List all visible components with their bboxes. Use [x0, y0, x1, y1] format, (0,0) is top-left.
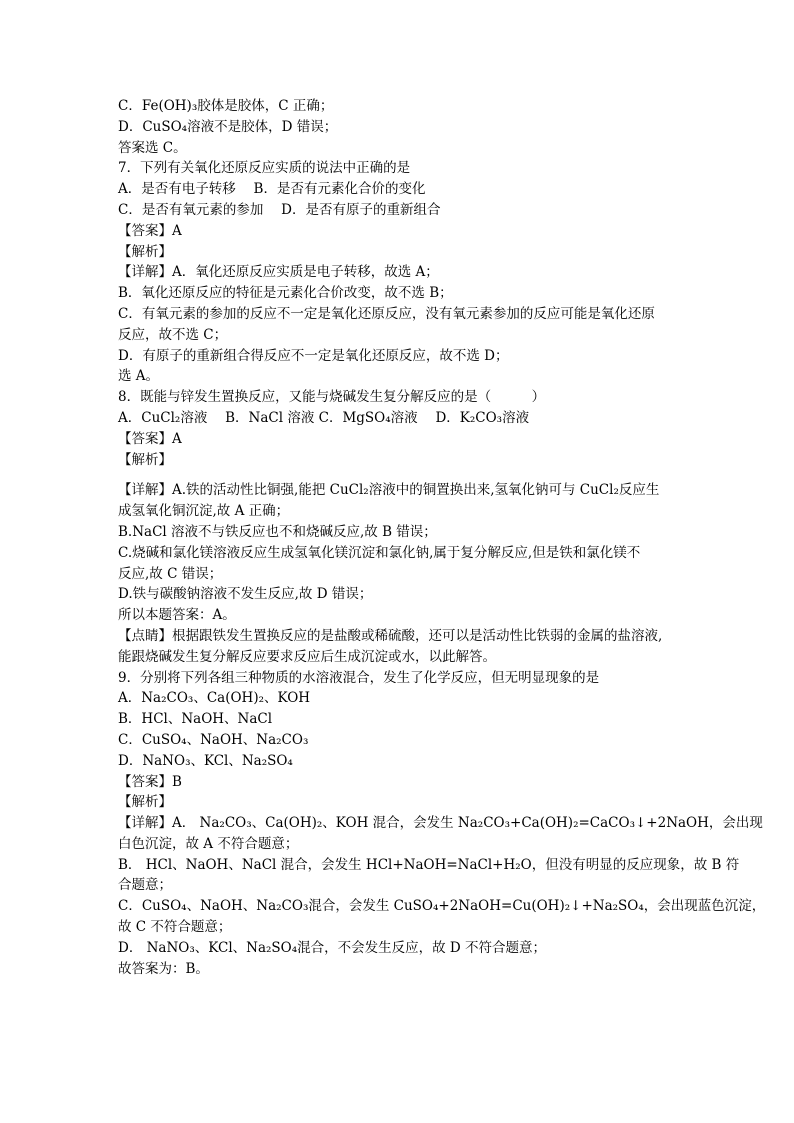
question-9-option-a: A．Na₂CO₃、Ca(OH)₂、KOH: [118, 690, 311, 707]
question-8-answer: 【答案】A: [118, 430, 182, 447]
text-line: D.铁与碳酸钠溶液不发生反应,故 D 错误；: [118, 586, 373, 603]
text-line: B．氧化还原反应的特征是元素化合价改变，故不选 B；: [118, 285, 453, 302]
text-line: 故 C 不符合题意；: [118, 919, 232, 936]
question-9-answer: 【答案】B: [118, 773, 182, 790]
text-line: 反应,故 C 错误；: [118, 565, 223, 582]
question-8-analysis-heading: 【解析】: [118, 451, 172, 468]
text-line: 【详解】A．氧化还原反应实质是电子转移，故选 A；: [118, 264, 439, 281]
text-line: 【点睛】根据跟铁发生置换反应的是盐酸或稀硫酸，还可以是活动性比铁弱的金属的盐溶液,: [118, 627, 663, 644]
question-9-analysis-heading: 【解析】: [118, 794, 172, 811]
text-line: D．CuSO₄溶液不是胶体，D 错误；: [118, 118, 338, 135]
text-line: B.NaCl 溶液不与铁反应也不和烧碱反应,故 B 错误；: [118, 523, 437, 540]
text-line: 选 A。: [118, 368, 160, 385]
question-9-option-b: B．HCl、NaOH、NaCl: [118, 711, 273, 728]
question-7-stem: 7．下列有关氧化还原反应实质的说法中正确的是: [118, 160, 411, 177]
question-7-answer: 【答案】A: [118, 222, 182, 239]
text-line: C．CuSO₄、NaOH、Na₂CO₃混合，会发生 CuSO₄+2NaOH=Cu(OH)₂↓+Na₂SO₄，会出现蓝色沉淀，: [118, 898, 766, 915]
text-line: C．Fe(OH)₃胶体是胶体，C 正确；: [118, 98, 334, 114]
question-8-options: A．CuCl₂溶液 B．NaCl 溶液 C．MgSO₄溶液 D．K₂CO₃溶液: [118, 409, 530, 426]
question-9-option-c: C．CuSO₄、NaOH、Na₂CO₃: [118, 731, 309, 748]
text-line: 能跟烧碱发生复分解反应要求反应后生成沉淀或水，以此解答。: [118, 648, 496, 665]
question-7-analysis-heading: 【解析】: [118, 243, 172, 260]
text-line: 反应，故不选 C；: [118, 326, 228, 343]
text-line: 成氢氧化铜沉淀,故 A 正确；: [118, 503, 290, 520]
question-9-option-d: D．NaNO₃、KCl、Na₂SO₄: [118, 752, 293, 769]
text-line: 合题意；: [118, 877, 172, 894]
text-line: 【详解】A.铁的活动性比铜强,能把 CuCl₂溶液中的铜置换出来,氢氧化钠可与 CuCl₂反应生: [118, 482, 660, 499]
question-7-options-ab: A．是否有电子转移 B．是否有元素化合价的变化: [118, 181, 426, 198]
text-line: 白色沉淀，故 A 不符合题意；: [118, 835, 299, 852]
text-line: B． HCl、NaOH、NaCl 混合，会发生 HCl+NaOH=NaCl+H₂O，但没有明显的反应现象，故 B 符: [118, 856, 740, 873]
spacer: [118, 470, 688, 480]
text-line: 答案选 C。: [118, 139, 187, 156]
question-8-stem: 8．既能与锌发生置换反应，又能与烧碱发生复分解反应的是（ ）: [118, 389, 546, 406]
text-line: C．有氧元素的参加的反应不一定是氧化还原反应，没有氧元素参加的反应可能是氧化还原: [118, 305, 655, 322]
text-line: 所以本题答案：A。: [118, 607, 236, 624]
text-line: C.烧碱和氯化镁溶液反应生成氢氧化镁沉淀和氯化钠,属于复分解反应,但是铁和氯化镁不: [118, 544, 641, 561]
text-line: D．有原子的重新组合得反应不一定是氧化还原反应，故不选 D；: [118, 347, 509, 364]
text-line: 【详解】A． Na₂CO₃、Ca(OH)₂、KOH 混合，会发生 Na₂CO₃+Ca(OH)₂=CaCO₃↓+2NaOH，会出现: [118, 815, 763, 832]
document-page: [118, 96, 766, 979]
question-7-options-cd: C．是否有氧元素的参加 D．是否有原子的重新组合: [118, 201, 441, 218]
text-line: D． NaNO₃、KCl、Na₂SO₄混合，不会发生反应，故 D 不符合题意；: [118, 939, 547, 956]
text-line: 故答案为：B。: [118, 960, 209, 977]
question-9-stem: 9．分别将下列各组三种物质的水溶液混合，发生了化学反应，但无明显现象的是: [118, 669, 600, 686]
